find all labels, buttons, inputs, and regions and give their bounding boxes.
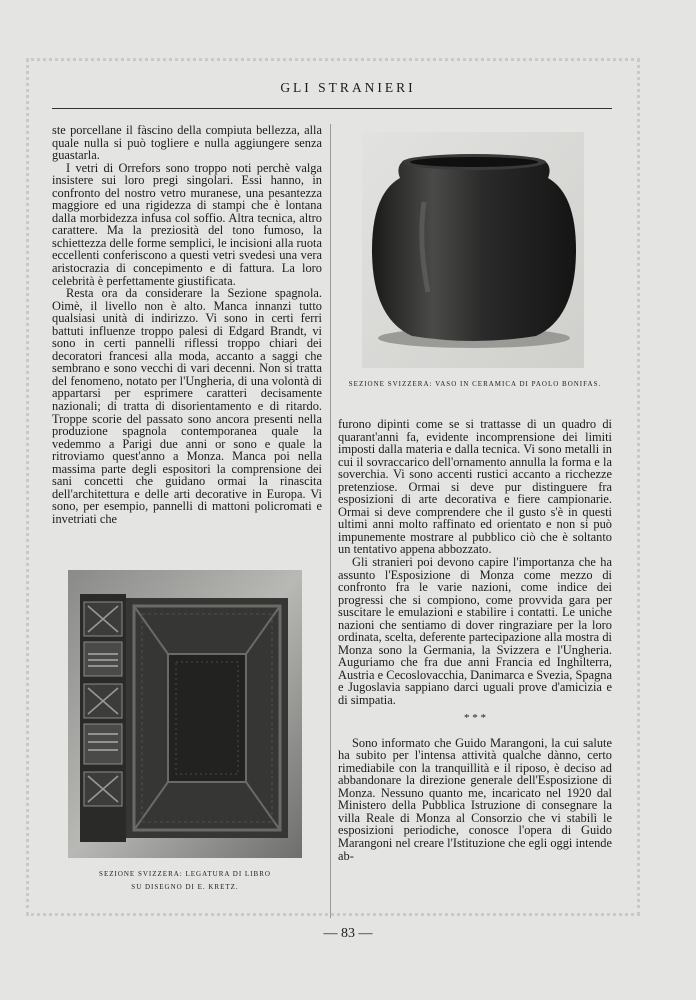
running-header: GLI STRANIERI: [280, 80, 416, 95]
vase-caption: SEZIONE SVIZZERA: VASO IN CERAMICA DI PAOLO BONIFAS.: [348, 380, 602, 388]
left-text-column: [52, 124, 322, 526]
header-rule: [52, 108, 612, 109]
book-caption-line-2: SU DISEGNO DI E. KRETZ.: [131, 883, 239, 891]
paragraph: Resta ora da considerare la Sezione spagnola. Oimè, il livello non è alto. Manca innanzi tutto qualsiasi unità di indirizzo. Vi sono in certi ferri battuti influenze troppo palesi di Edgard Brandt, vi sono in certi pannelli riflessi troppo chiari dei decoratori francesi alla moda, accanto a saggi che sembrano e sono vecchi di vari decenni. Non si tratta del fenomeno, notato per l'Ungheria, di una volontà di appartarsi per esprimere caratteri decisamente nazionali; di tratta di disorientamento e di ritardo. Troppe scorie del passato sono ancora presenti nella produzione spagnola contemporanea quale la vedemmo a Parigi due anni or sono e quale la ritroviamo quest'anno a Monza. Manca poi nella massima parte degli espositori la comprensione dei sani concetti che guidano ormai la rinascita dell'architettura e delle arti decorative in Europa. Vi sono, per esempio, pannelli di mattoni policromati e invetriati che: [52, 286, 322, 526]
paragraph: I vetri di Orrefors sono troppo noti perchè valga insistere sui loro pregi singolari. Essi hanno, in confronto del nostro vetro muranese, una pesantezza maggiore ed una rigidezza di stampi che è lontana dalla morbidezza infusa col soffio. Altra tecnica, altro carattere. Ma la preziosità del tono fumoso, la schiettezza delle forme semplici, le incisioni alla ruota eccellenti conferiscono a questi vetri svedesi una vera aristocrazia di concepimento e di fattura. La loro celebrità è perfettamente giustificata.: [52, 160, 322, 288]
paragraph: Gli stranieri poi devono capire l'importanza che ha assunto l'Esposizione di Monza come mezzo di confronto fra le varie nazioni, come indice dei progressi che si compiono, come provvida gara per suscitare le emulazioni e stabilire i contatti. Le uniche nazioni che sentiamo di dover ringraziare per la loro ordinata, scelta, deferente partecipazione alla mostra di Monza sono la Germania, la Svizzera e l'Ungheria. Auguriamo che fra due anni Francia ed Inghilterra, Austria e Cecoslovacchia, Danimarca e Svezia, Spagna e Jugoslavia sappiano darci uguali prove d'amicizia e di simpatia.: [338, 555, 612, 708]
right-text-column: [338, 418, 612, 862]
section-separator-asterisks: * * *: [464, 711, 486, 724]
paragraph: ste porcellane il fàscino della compiuta bellezza, alla quale nulla si può togliere e nulla aggiungere senza guastarla.: [52, 123, 322, 163]
column-divider: [330, 124, 331, 918]
vase-photograph: [362, 132, 584, 368]
book-caption: [68, 868, 302, 894]
book-caption-line-1: SEZIONE SVIZZERA: LEGATURA DI LIBRO: [99, 870, 271, 878]
page-number: — 83 —: [323, 926, 373, 941]
paragraph: furono dipinti come se si trattasse di un quadro di quarant'anni fa, evidente incomprensione dei limiti imposti dalla materia e dalla tecnica. Vi sono metalli in cui il sovraccarico dell'ornamento annulla la forma e la soverchia. Vi sono accenti rustici accanto a ricchezze pretenziose. Ormai si deve pur distinguere fra esposizioni di arte decorativa e fiere campionarie. Ormai si deve comprendere che il gusto s'è in questi ultimi anni molto raffinato ed orientato e non si può impunemente mostrare al pubblico ciò che è soltanto un tentativo appena abbozzato.: [338, 417, 612, 557]
paragraph: Sono informato che Guido Marangoni, la cui salute ha subito per l'intensa attività qualche dànno, certo rimediabile con la tranquillità e il riposo, è deciso ad abbandonare la direzione generale dell'Esposizione di Monza. Nessuno quanto me, incaricato nel 1920 dal Ministero della Pubblica Istruzione di consegnare la villa Reale di Monza al Consorzio che vi stabilì le esposizioni periodiche, conosce l'opera di Guido Marangoni nel creare l'Istituzione che egli oggi intende ab-: [338, 735, 612, 863]
book-binding-photograph: [68, 570, 302, 858]
